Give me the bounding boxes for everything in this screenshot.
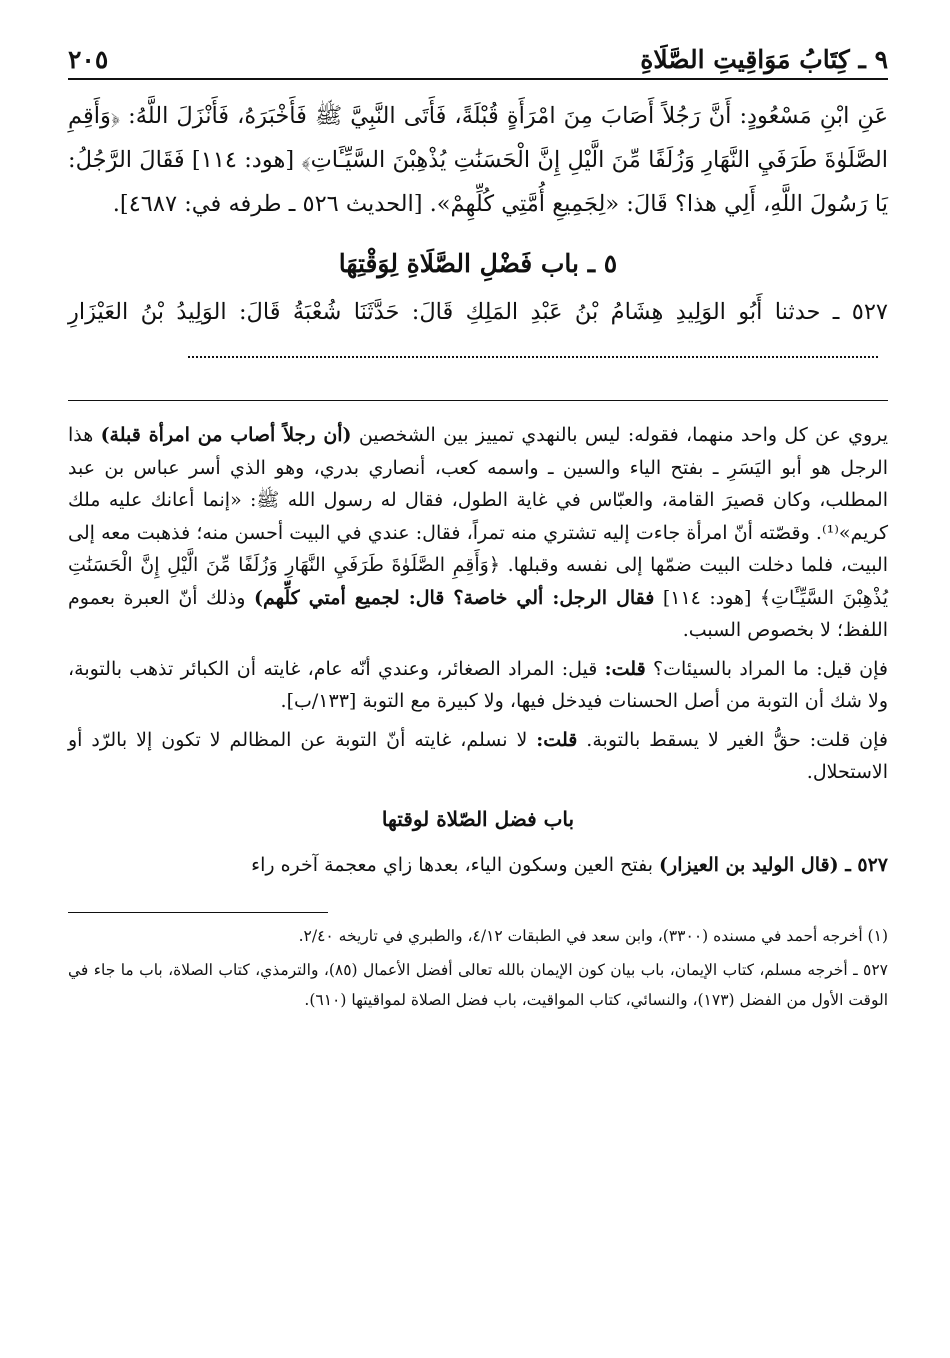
commentary-chapter-title: باب فضل الصّلاة لوقتها xyxy=(381,806,575,831)
p4-text-c: بفتح العين وسكون الياء، بعدها زاي معجمة آخره راء xyxy=(251,854,660,876)
p1-text-c: هذا الرجل هو أبو اليَسَرِ ـ بفتح الياء والسين ـ واسمه كعب، أنصاري بدري، وهو الذي أسر عباس بن عبد المطلب، وكان قصيرَ القامة، والعبّاس في غاية الطول، فقال له رسول الله ﷺ: «إنما أعانك عليه ملك كريم»⁽¹⁾. وقصّته أنّ امرأة جاءت إليه تشتري منه تمراً، فقال: عندي في البيت أحسن منه؛ فذهبت معه إلى البيت، فلما دخلت البيت ضمّها إلى نفسه وقبلها. ﴿وَأَقِمِ الصَّلَوٰةَ طَرَفَيِ النَّهَارِ وَزُلَفًا مِّنَ الَّيْلِ إِنَّ الْحَسَنَٰتِ يُذْهِبْنَ السَّيِّـَٔاتِ﴾ [هود: ١١٤] xyxy=(68,424,888,609)
p3-text-a: فإن قلت: حقُّ الغير لا يسقط بالتوبة. xyxy=(577,728,888,751)
commentary-paragraph-1 xyxy=(68,419,888,647)
p1-bold-quote-1: (أن رجلاً أصاب من امرأة قبلة) xyxy=(100,424,352,446)
hadith-526-text: عَنِ ابْنِ مَسْعُودٍ: أَنَّ رَجُلاً أَصَابَ مِنَ امْرَأَةٍ قُبْلَةً، فَأَتَى النَّبِيَّ ﷺ فَأَخْبَرَهُ، فَأَنْزَلَ اللَّهُ: ﴿وَأَقِمِ الصَّلَوٰةَ طَرَفَيِ النَّهَارِ وَزُلَفًا مِّنَ الَّيْلِ إِنَّ الْحَسَنَٰتِ يُذْهِبْنَ السَّيِّـَٔاتِ﴾ [هود: ١١٤] فَقَالَ الرَّجُلُ: يَا رَسُولَ اللَّهِ، أَلِي هذا؟ قَالَ: «لِجَمِيعِ أُمَّتِي كُلِّهِمْ». [الحديث ٥٢٦ ـ طرفه في: ٤٦٨٧]. xyxy=(68,103,888,217)
chapter-title: ٥ ـ باب فَضْلِ الصَّلَاةِ لِوَقْتِهَا xyxy=(338,249,618,278)
p1-text-a: يروي عن كل واحد منهما، فقوله: ليس بالنهدي تمييز بين الشخصين xyxy=(351,424,888,446)
commentary-paragraph-2 xyxy=(68,653,888,718)
p2-text-a: فإن قيل: ما المراد بالسيئات؟ xyxy=(645,657,888,680)
header-rule xyxy=(68,78,888,80)
hadith-section xyxy=(68,94,888,378)
commentary-section xyxy=(68,419,888,882)
page-number: ٢٠٥ xyxy=(68,45,109,74)
chapter-header: ٩ ـ كِتَابُ مَوَاقِيتِ الصَّلَاةِ xyxy=(640,45,888,74)
hadith-527-text xyxy=(68,290,888,378)
p4-bold-quote: (قال الوليد بن العيزار) xyxy=(659,854,839,876)
commentary-paragraph-3 xyxy=(68,724,888,789)
book-page xyxy=(68,30,888,1019)
footnote-rule xyxy=(68,912,328,913)
running-header xyxy=(68,30,888,74)
hadith-527-isnad: ٥٢٧ ـ حدثنا أَبُو الوَلِيدِ هِشَامُ بْنُ عَبْدِ المَلِكِ قَالَ: حَدَّثَنَا شُعْبَةُ قَالَ: الوَلِيدُ بْنُ العَيْزَارِ xyxy=(68,299,888,325)
footnote-527: ٥٢٧ ـ أخرجه مسلم، كتاب الإيمان، باب بيان كون الإيمان بالله تعالى أفضل الأعمال (٨٥)، والترمذي، كتاب الصلاة، باب ما جاء في الوقت الأول من الفضل (١٧٣)، والنسائي، كتاب المواقيت، باب فضل الصلاة لمواقيتها (٦١٠). xyxy=(68,960,888,1009)
p2-text-c: قيل: المراد الصغائر، وعندي أنّه عام، غايته أن الكبائر تذهب بالتوبة، ولا شك أن التوبة من أصل الحسنات فيدخل فيها، ولا كبيرة مع التوبة [١٣٣/ب]. xyxy=(68,657,888,712)
p2-bold: قلت: xyxy=(604,657,646,680)
commentary-paragraph-4 xyxy=(68,849,888,882)
footnotes xyxy=(68,921,888,1015)
p1-text-e: وذلك أنّ العبرة بعموم اللفظ؛ لا بخصوص السبب. xyxy=(68,586,888,641)
p4-number: ٥٢٧ ـ xyxy=(838,854,888,876)
footnote-1: (١) أخرجه أحمد في مسنده (٣٣٠٠)، وابن سعد في الطبقات ٤/١٢، والطبري في تاريخه ٢/٤٠. xyxy=(298,926,888,945)
commentary-rule xyxy=(68,400,888,401)
p3-text-c: لا نسلم، غايته أنّ التوبة عن المظالم لا تكون إلا بالرّد أو الاستحلال. xyxy=(68,728,888,783)
p3-bold: قلت: xyxy=(536,728,578,751)
p1-bold-quote-2: فقال الرجل: ألي خاصة؟ قال: لجميع أمتي كلِّهم) xyxy=(253,586,655,609)
continuation-dots xyxy=(188,356,878,358)
